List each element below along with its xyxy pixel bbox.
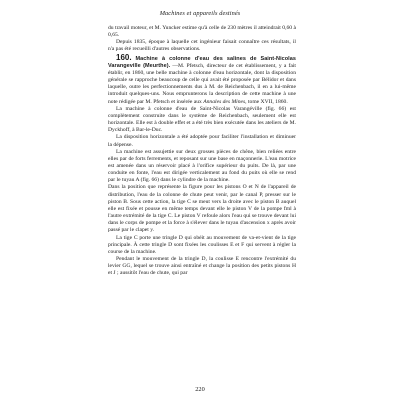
- paragraph: Dans la position que représente la figure pour les pistons O et N de l'appareil de distribution, l'eau de la colonne de chute peut venir, par le canal P, presser sur le piston B. Sous cette action, la tige C se meut vers la droite avec le piston B auquel elle est fixée et pousse en même temps devant elle le piston V de la pompe fml à l'autre extrémité de la tige C. Le piston V refoule alors l'eau qui se trouve devant lui dans le corps de pompe et la force à s'élever dans le tuyau d'ascension x après avoir passé par le clapet y.: [108, 184, 296, 234]
- page-number: 220: [195, 386, 205, 393]
- section-paragraph-text: —M. Pfetsch, directeur de cet établissement, y a fait établir, en 1860, une belle machine à colonne d'eau horizontale, dont la disposition générale se rapproche beaucoup de celle qui avait été proposée par Bélidor et dans laquelle, outre les perfectionnements dus à M. de Reichenbach, il en a lui-même introduit quelques-uns. Nous emprunterons la description de cette machine à une note rédigée par M. Pfetsch et insérée aux: [108, 62, 296, 105]
- paragraph: La tige C porte une tringle D qui obéit au mouvement de va-et-vient de la tige principale. À cette tringle D sont fixées les coulisses E et F qui servent à régler la course de la machine.: [108, 234, 296, 255]
- paragraph: La machine est assujettie sur deux grosses pièces de chêne, bien reliées entre elles par de forts ferrements, et reposant sur une base en maçonnerie. L'eau motrice est amenée dans un réservoir placé à l'orifice supérieur du puits. De là, par une conduite en fonte, l'eau est dirigée verticalement au fond du puits où elle se rend par le tuyau A (fig. 66) dans le cylindre de la machine.: [108, 148, 296, 184]
- running-head: Machines et appareils destinés: [159, 10, 241, 17]
- journal-title: Annales des Mines: [203, 98, 246, 105]
- section-paragraph: [108, 54, 296, 106]
- section-paragraph-tail: , tome XVII, 1860.: [245, 98, 288, 105]
- section-number: 160.: [116, 52, 132, 62]
- paragraph-continued: du travail moteur, et M. Yuncker estime qu'à celle de 230 mètres il atteindrait 0,60 à 0,65.: [108, 25, 296, 39]
- paragraph: La machine à colonne d'eau de Saint-Nicolas Varangéville (fig. 66) est complètement construite dans le système de Reichenbach, seulement elle est horizontale. Elle est à double effet et a été très bien exécutée dans les ateliers de M. Dyckhoff, à Bar-le-Duc.: [108, 105, 296, 134]
- paragraph: La disposition horizontale a été adoptée pour faciliter l'installation et diminuer la dépense.: [108, 134, 296, 148]
- paragraph: Pendant le mouvement de la tringle D, la coulisse E rencontre l'extrémité du levier GG, lequel se trouve ainsi entraîné et change la position des petits pistons H et J ; aussitôt l'eau de chute, qui par: [108, 256, 296, 277]
- paragraph: Depuis 1835, époque à laquelle cet ingénieur faisait connaître ces résultats, il n'a pas été recueilli d'autres observations.: [108, 39, 296, 53]
- body-text: [108, 25, 296, 277]
- section-title-line1: Machine à colonne d'eau des salines de: [135, 55, 257, 62]
- section-title-line2: Saint-Nicolas Varangeville (Meurthe).: [108, 55, 296, 69]
